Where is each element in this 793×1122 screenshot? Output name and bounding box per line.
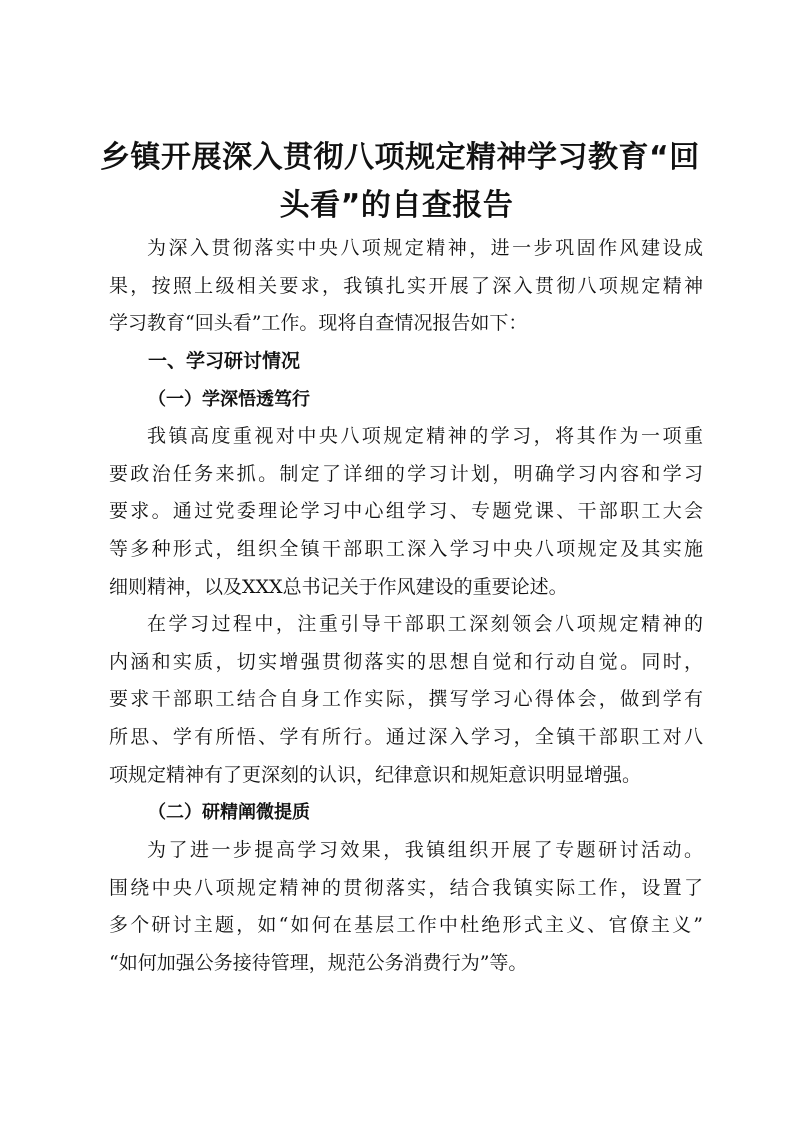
- text-line: 为深入贯彻落实中央八项规定精神，进一步巩固作风建设成: [147, 237, 703, 259]
- intro-paragraph: [109, 230, 703, 343]
- title-line: 头看”的自查报告: [279, 188, 514, 223]
- body-paragraph: [109, 832, 703, 983]
- text-line: 所思、学有所悟、学有所行。通过深入学习，全镇干部职工对八: [109, 726, 703, 749]
- text-line: 内涵和实质，切实增强贯彻落实的思想自觉和行动自觉。同时，: [109, 650, 703, 673]
- text-line: 围绕中央八项规定精神的贯彻落实，结合我镇实际工作，设置了: [109, 876, 703, 899]
- text-line: 要政治任务来抓。制定了详细的学习计划，明确学习内容和学习: [109, 462, 703, 485]
- text-line: 等多种形式，组织全镇干部职工深入学习中央八项规定及其实施: [109, 538, 703, 561]
- body-paragraph: [109, 606, 703, 795]
- text-line: 在学习过程中，注重引导干部职工深刻领会八项规定精神的: [147, 613, 703, 635]
- subsection-heading: （一）学深悟透笃行: [148, 389, 310, 410]
- body-paragraph: [109, 418, 703, 607]
- text-line: 学习教育“回头看”工作。现将自查情况报告如下：: [109, 312, 528, 335]
- text-line: 要求干部职工结合自身工作实际，撰写学习心得体会，做到学有: [109, 688, 703, 711]
- document-title: [100, 134, 700, 230]
- section-heading: 一、学习研讨情况: [148, 350, 301, 372]
- text-line: 多个研讨主题，如“如何在基层工作中杜绝形式主义、官僚主义”: [109, 914, 703, 937]
- text-line: 为了进一步提高学习效果，我镇组织开展了专题研讨活动。: [147, 839, 703, 861]
- text-line: 细则精神，以及XXX总书记关于作风建设的重要论述。: [109, 575, 568, 598]
- subsection-heading: （二）研精阐微提质: [148, 802, 310, 823]
- text-line: 要求。通过党委理论学习中心组学习、专题党课、干部职工大会: [109, 500, 703, 523]
- text-line: “如何加强公务接待管理，规范公务消费行为”等。: [109, 952, 528, 975]
- text-line: 我镇高度重视对中央八项规定精神的学习，将其作为一项重: [147, 425, 703, 447]
- title-line: 乡镇开展深入贯彻八项规定精神学习教育“回: [100, 140, 700, 175]
- text-line: 果，按照上级相关要求，我镇扎实开展了深入贯彻八项规定精神: [109, 274, 703, 297]
- text-line: 项规定精神有了更深刻的认识，纪律意识和规矩意识明显增强。: [109, 763, 642, 786]
